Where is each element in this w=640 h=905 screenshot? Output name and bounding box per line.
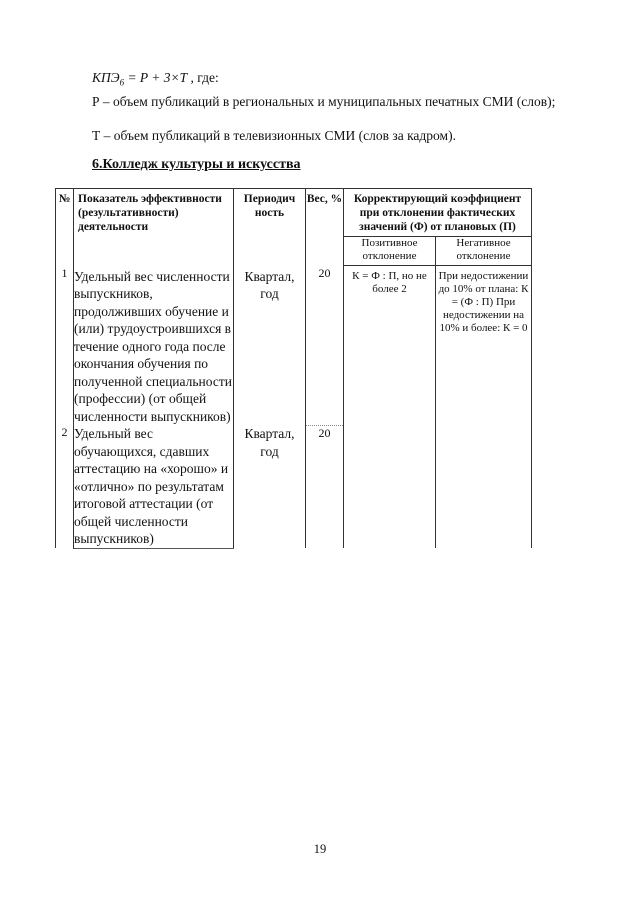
row-indicator: Удельный вес обучающихся, сдавших аттестацию на «хорошо» и «отлично» по результатам итоговой аттестации (от общей численности выпускников) (74, 425, 234, 548)
definition-t: Т – объем публикаций в телевизионных СМИ (слов за кадром). (92, 128, 456, 143)
page-number: 19 (313, 842, 327, 856)
formula-subscript: 6 (119, 77, 125, 88)
row-weight: 20 (306, 266, 344, 426)
formula-rhs: = P + 3×T (124, 70, 188, 85)
row-negative: При недостижении до 10% от плана: К = (Ф : П) При недостижении на 10% и более: К = 0 (436, 266, 532, 426)
kpi-table (55, 188, 532, 549)
header-positive: Позитивное отклонение (344, 237, 436, 266)
row-negative (436, 425, 532, 548)
header-negative: Негативное отклонение (436, 237, 532, 266)
row-period: Квартал, год (234, 266, 306, 426)
definition-p: Р – объем публикаций в региональных и муниципальных печатных СМИ (слов); (92, 94, 556, 109)
section-title: 6.Колледж культуры и искусства (92, 157, 301, 172)
row-indicator: Удельный вес численности выпускников, продолживших обучение и (или) трудоустроившихся в течение одного года после окончания обучения по полученной специальности (профессии) (от общей численности выпускников) (74, 266, 234, 426)
row-number: 2 (56, 425, 74, 548)
header-num: № (56, 189, 74, 266)
row-number: 1 (56, 266, 74, 426)
row-period: Квартал, год (234, 425, 306, 548)
header-indicator: Показатель эффективности (результативности) деятельности (74, 189, 234, 266)
row-positive (344, 425, 436, 548)
row-weight: 20 (306, 425, 344, 548)
formula-line (92, 70, 219, 88)
header-period: Периодич ность (234, 189, 306, 266)
formula-lhs: КПЭ (92, 70, 120, 85)
header-weight: Вес, % (306, 189, 344, 266)
row-positive: К = Ф : П, но не более 2 (344, 266, 436, 426)
table-row (56, 425, 532, 548)
formula-tail: , где: (187, 70, 219, 85)
header-coefficient: Корректирующий коэффициент при отклонении фактических значений (Ф) от плановых (П) (344, 189, 532, 237)
table-row (56, 266, 532, 426)
